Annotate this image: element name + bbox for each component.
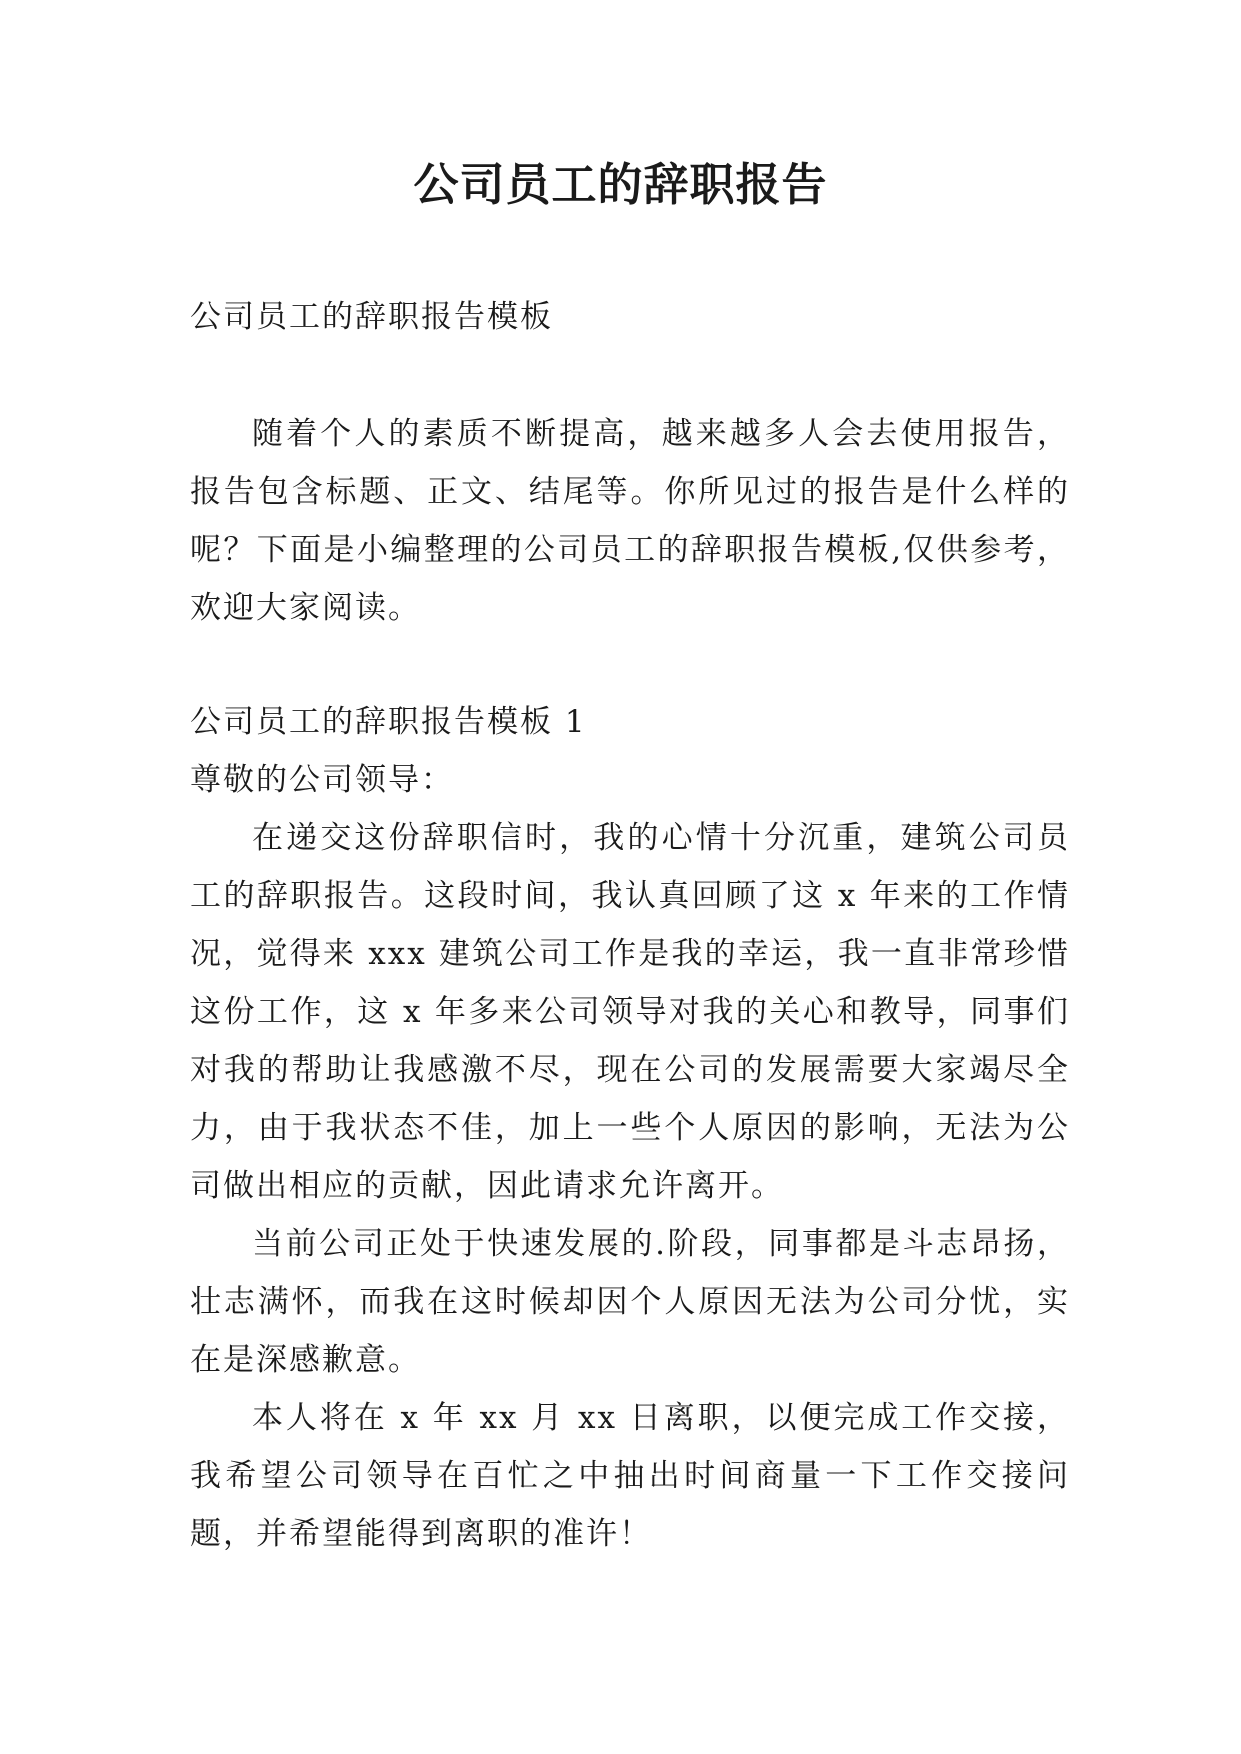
intro-paragraph <box>190 405 1070 637</box>
body-paragraph-1: 在递交这份辞职信时，我的心情十分沉重，建筑公司员工的辞职报告。这段时间，我认真回顾了这 x 年来的工作情况，觉得来 xxx 建筑公司工作是我的幸运，我一直非常珍惜这份工作，这 x 年多来公司领导对我的关心和教导，同事们对我的帮助让我感激不尽，现在公司的发展需要大家竭尽全力，由于我状态不佳，加上一些个人原因的影响，无法为公司做出相应的贡献，因此请求允许离开。 <box>190 820 1070 1204</box>
document-title: 公司员工的辞职报告 <box>413 158 828 211</box>
body-paragraph-2: 当前公司正处于快速发展的.阶段，同事都是斗志昂扬，壮志满怀，而我在这时候却因个人原因无法为公司分忧，实在是深感歉意。 <box>190 1226 1070 1378</box>
intro-text: 随着个人的素质不断提高，越来越多人会去使用报告，报告包含标题、正文、结尾等。你所见过的报告是什么样的呢？下面是小编整理的公司员工的辞职报告模板,仅供参考，欢迎大家阅读。 <box>190 416 1070 626</box>
salutation: 尊敬的公司领导： <box>190 762 454 798</box>
body-paragraph-3: 本人将在 x 年 xx 月 xx 日离职，以便完成工作交接，我希望公司领导在百忙之中抽出时间商量一下工作交接问题，并希望能得到离职的准许！ <box>190 1400 1070 1552</box>
letter-section <box>190 693 1070 1563</box>
document-subtitle: 公司员工的辞职报告模板 <box>190 299 553 335</box>
section-heading: 公司员工的辞职报告模板 1 <box>190 704 587 740</box>
